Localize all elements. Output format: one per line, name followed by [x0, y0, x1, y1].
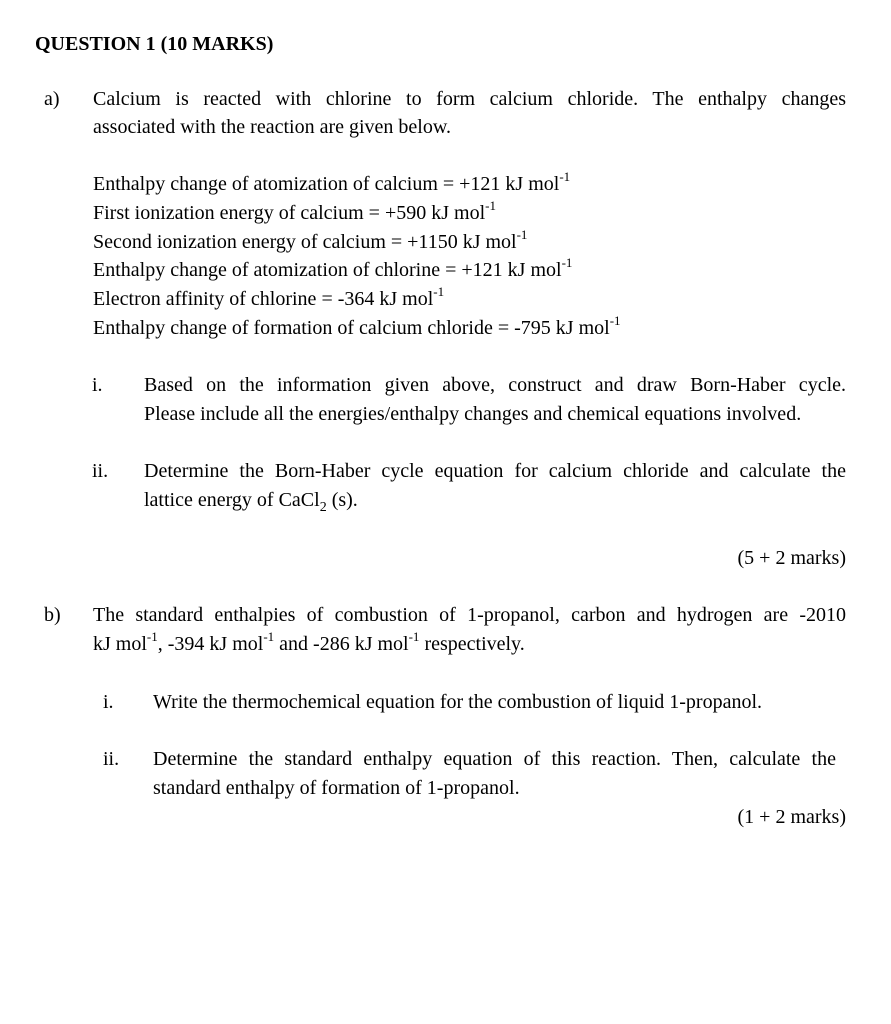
part-a-sub-i-line1: Based on the information given above, construct and draw Born-Haber cycle.	[144, 374, 846, 396]
data-line-3: Second ionization energy of calcium = +1150 kJ mol$^{-1}$	[93, 227, 528, 253]
part-b-label: b)	[44, 604, 61, 626]
part-b-sub-ii-label: ii.	[103, 748, 120, 770]
part-b-sub-i-label: i.	[103, 691, 114, 713]
part-a-sub-ii-line2: lattice energy of CaCl$_2$ (s).	[144, 489, 358, 515]
data-line-1: Enthalpy change of atomization of calcium = +121 kJ mol$^{-1}$	[93, 169, 571, 195]
part-a-sub-i-line2: Please include all the energies/enthalpy changes and chemical equations involved.	[144, 403, 802, 425]
question-title: QUESTION 1 (10 MARKS)	[35, 33, 274, 55]
part-b-sub-i-line1: Write the thermochemical equation for the combustion of liquid 1-propanol.	[153, 691, 763, 713]
data-line-6: Enthalpy change of formation of calcium chloride = -795 kJ mol$^{-1}$	[93, 313, 621, 339]
part-a-intro-line2: associated with the reaction are given below.	[93, 116, 452, 138]
part-a-marks: (5 + 2 marks)	[737, 547, 846, 569]
part-a-label: a)	[44, 88, 60, 110]
part-a-sub-i-label: i.	[92, 374, 103, 396]
data-line-5: Electron affinity of chlorine = -364 kJ mol$^{-1}$	[93, 284, 445, 310]
part-a-intro-line1: Calcium is reacted with chlorine to form calcium chloride. The enthalpy changes	[93, 88, 846, 110]
part-b-sub-ii-line1: Determine the standard enthalpy equation of this reaction. Then, calculate the	[153, 748, 836, 770]
part-a-sub-ii-label: ii.	[92, 460, 109, 482]
part-b-marks: (1 + 2 marks)	[737, 806, 846, 828]
data-line-2: First ionization energy of calcium = +590 kJ mol$^{-1}$	[93, 198, 496, 224]
data-line-4: Enthalpy change of atomization of chlorine = +121 kJ mol$^{-1}$	[93, 255, 573, 281]
part-b-sub-ii-line2: standard enthalpy of formation of 1-propanol.	[153, 777, 520, 799]
part-a-sub-ii-line1: Determine the Born-Haber cycle equation for calcium chloride and calculate the	[144, 460, 846, 482]
part-b-line2: kJ mol$^{-1}$, -394 kJ mol$^{-1}$ and -286 kJ mol$^{-1}$ respectively.	[93, 629, 525, 655]
part-b-line1: The standard enthalpies of combustion of 1-propanol, carbon and hydrogen are -2010	[93, 604, 846, 626]
